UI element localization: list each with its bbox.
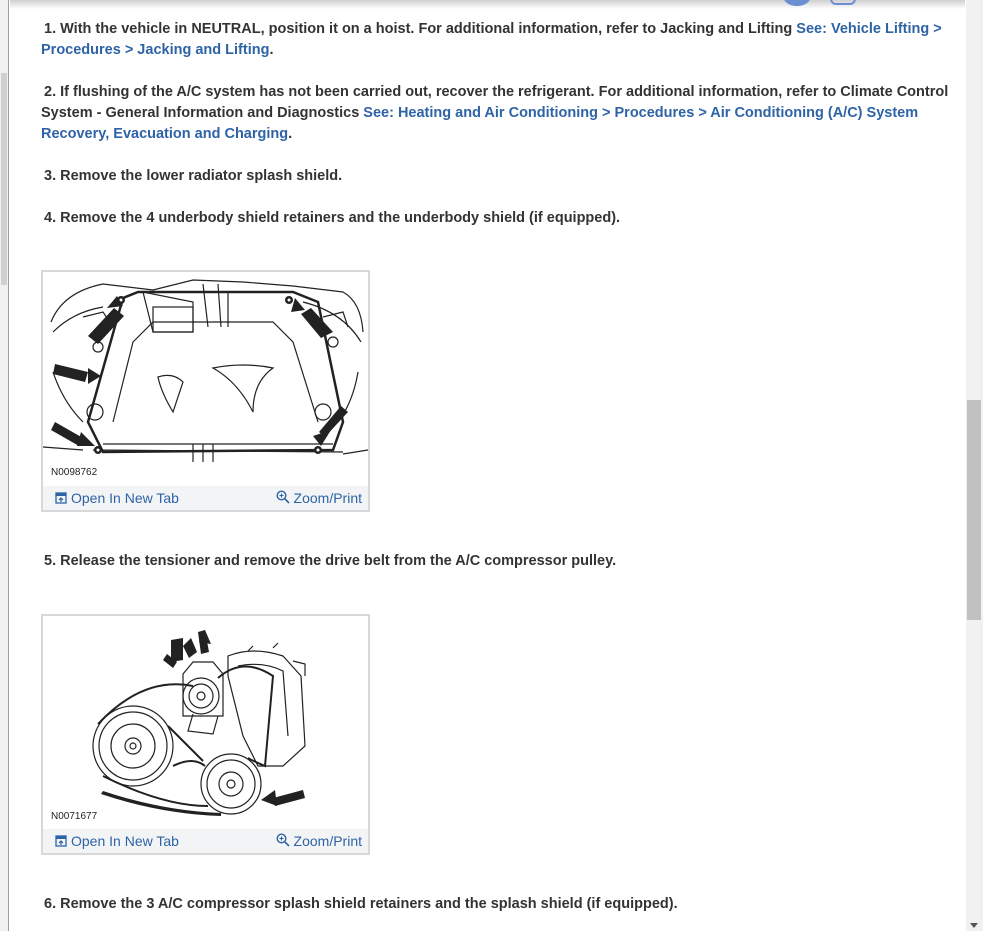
figure-drive-belt [41,614,370,855]
step-number: 2. [44,84,57,100]
figure-toolbar [43,486,368,510]
step-end: . [288,126,293,142]
step-text: With the vehicle in NEUTRAL, position it on a hoist. For additional information, refer to Jacking and Lifting [60,21,793,37]
figure-image [43,272,368,486]
step-text: Remove the 4 underbody shield retainers and the underbody shield (if equipped). [60,210,621,226]
open-new-tab-label: Open In New Tab [71,490,179,506]
step-number: 4. [44,210,57,226]
new-tab-icon [55,492,67,504]
drive-belt-illustration [43,616,368,829]
step-link[interactable]: See: Vehicle Lifting > Procedures > Jacking and Lifting [41,21,942,58]
scrollbar-thumb[interactable] [967,400,981,620]
right-scrollbar[interactable] [966,0,983,931]
magnifier-icon [276,833,290,847]
underbody-shield-illustration [43,272,368,486]
step-text: Release the tensioner and remove the drive belt from the A/C compressor pulley. [60,553,617,569]
step-6 [41,894,951,915]
step-number: 5. [44,553,57,569]
top-toolbar-shadow [10,0,965,9]
figure-image [43,616,368,829]
step-text: Remove the lower radiator splash shield. [60,168,343,184]
step-number: 1. [44,21,57,37]
step-4 [41,208,951,229]
left-scrollbar-thumb[interactable] [1,73,7,285]
zoom-print-link[interactable] [276,490,362,506]
step-5 [41,551,951,572]
step-1 [41,19,951,61]
step-text: Remove the 3 A/C compressor splash shield retainers and the splash shield (if equipped). [60,896,678,912]
zoom-print-label: Zoom/Print [293,833,362,849]
step-text: If flushing of the A/C system has not been carried out, recover the refrigerant. For additional information, refer to Climate Control System - General Information and Diagnostics [41,84,949,121]
figure-code: N0098762 [51,467,98,478]
new-tab-icon [55,835,67,847]
zoom-print-label: Zoom/Print [293,490,362,506]
step-link[interactable]: See: Heating and Air Conditioning > Procedures > Air Conditioning (A/C) System Recovery, Evacuation and Charging [41,105,919,142]
step-end: . [269,42,274,58]
step-number: 6. [44,896,57,912]
step-3 [41,166,951,187]
magnifier-icon [276,490,290,504]
toolbar-search-icon[interactable] [830,0,856,5]
open-new-tab-label: Open In New Tab [71,833,179,849]
step-number: 3. [44,168,57,184]
zoom-print-link[interactable] [276,833,362,849]
step-2 [41,82,951,145]
open-new-tab-link[interactable] [55,833,179,849]
figure-toolbar [43,829,368,853]
figure-underbody-shield [41,270,370,512]
left-scrollbar[interactable] [0,0,9,931]
figure-code: N0071677 [51,811,98,822]
scroll-down-arrow-icon[interactable] [970,923,978,928]
open-new-tab-link[interactable] [55,490,179,506]
